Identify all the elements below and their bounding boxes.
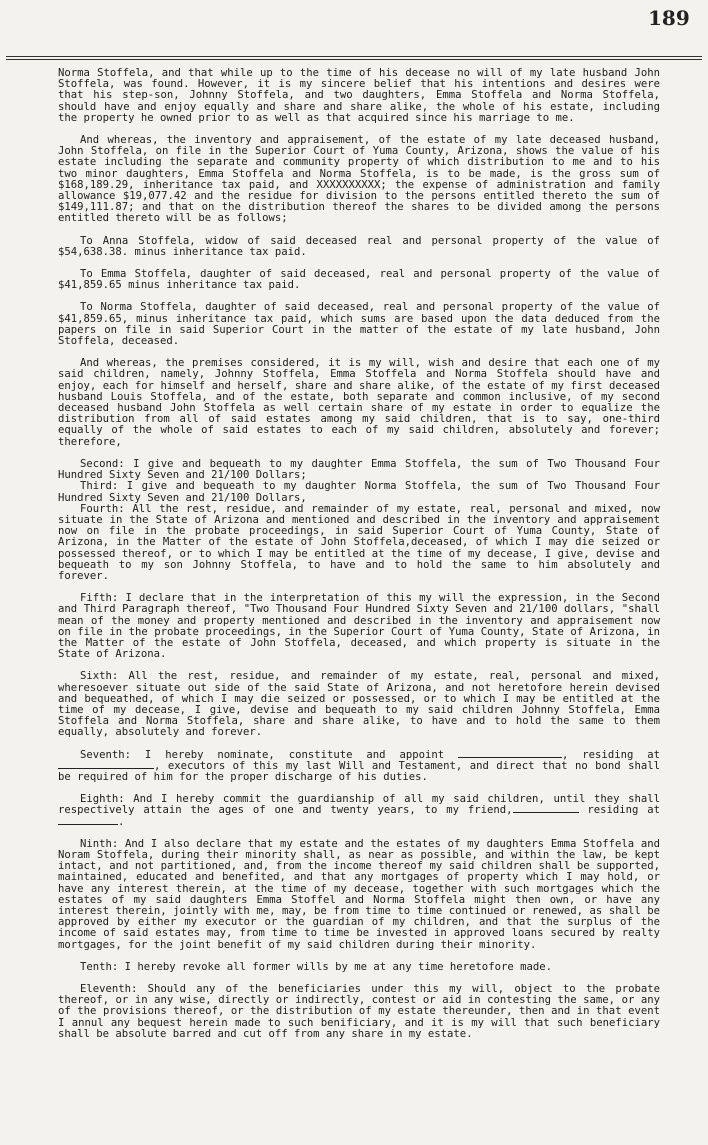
guardian-residence-blank — [58, 824, 118, 825]
paragraph-fifth: Fifth: I declare that in the interpretation of this my will the expression, in the Second and Third Paragraph thereof, "Two Thousand Four Hundred Sixty Seven and 21/100 dollars, "shall mean of the money and property mentioned and described in the inventory and appraisement now on file in the probate proceedings, in the Superior Court of Yuma County, State of Arizona, in the Matter of the estate of John Stoffela, deceased, and which property is situate in the State of Arizona. — [58, 592, 660, 661]
header-rule-top — [6, 56, 702, 57]
eighth-text-b: residing at — [587, 804, 660, 817]
paragraph-third: Third: I give and bequeath to my daughter Norma Stoffela, the sum of Two Thousand Four Hundred Sixty Seven and 21/100 Dollars, — [58, 480, 660, 504]
paragraph-sixth: Sixth: All the rest, residue, and remainder of my estate, real, personal and mixed, wheresoever situate out side of the said State of Arizona, and not heretofore herein devised and bequeathed, of which I may die seized or possessed, or to which I may be entitled at the time of my decease, I give, devise and bequeath to my said children Johnny Stoffela, Emma Stoffela and Norma Stoffela, share and share alike, to have and to hold the same to them equally, absolutely and forever. — [58, 670, 660, 739]
page-number: 189 — [648, 6, 690, 30]
paragraph-ninth: Ninth: And I also declare that my estate and the estates of my daughters Emma Stoffela and Noram Stoffela, during their minority shall, as near as possible, and within the law, be kept intact, and not partitioned, and, from the income thereof my said children shall be supported, maintained, educated and benefited, and that any mortgages of property which I may hold, or have any interest therein, at the time of my decease, together with such mortgages which the estates of my said daughters Emma Stoffel and Norma Stoffela might then own, or have any interest therein, jointly with me, may, be from time to time continued or renewed, as shall be approved by either my executor or the guardian of my children, and that the surplus of the income of said estates may, from time to time be invested in approved loans secured by realty mortgages, for the joint benefit of my said children during their minority. — [58, 837, 660, 951]
paragraph-eighth — [58, 794, 660, 828]
paragraph-fourth: Fourth: All the rest, residue, and remainder of my estate, real, personal and mixed, now situate in the State of Arizona and mentioned and described in the inventory and appraisement now on file in the probate proceedings, in said Superior Court of Yuma County, State of Arizona, in the Matter of the estate of John Stoffela,deceased, of which I may die seized or possessed thereof, or to which I may be entitled at the time of my decease, I give, devise and bequeath to my son Johnny Stoffela, to have and to hold the same to him absolutely and forever. — [58, 502, 660, 582]
guardian-name-blank — [513, 812, 579, 813]
seventh-text-b: , residing at — [562, 748, 660, 761]
seventh-text-a: Seventh: I hereby nominate, constitute and appoint — [80, 748, 445, 761]
paragraph-tenth: Tenth: I hereby revoke all former wills by me at any time heretofore made. — [80, 960, 552, 973]
eighth-text-c: . — [118, 815, 125, 828]
paragraph-share-anna: To Anna Stoffela, widow of said deceased real and personal property of the value of $54,638.38. minus inheritance tax paid. — [58, 234, 660, 258]
paragraph-eleventh: Eleventh: Should any of the beneficiaries under this my will, object to the probate thereof, or in any wise, directly or indirectly, contest or aid in contesting the same, or any of the provisions thereof, or the distribution of my estate thereunder, then and in that event I annul any bequest herein made to such benificiary, and it is my will that such beneficiary shall be absolute barred and cut off from any share in my estate. — [58, 983, 660, 1040]
paragraph-preamble-continued: Norma Stoffela, and that while up to the time of his decease no will of my late husband John Stoffela, was found. However, it is my sincere belief that his intentions and desires were that his step-son, Johnny Stoffela, and two daughters, Emma Stoffela and Norma Stoffela, should have and enjoy equally and share and share alike, the whole of his estate, including the property he owned prior to as well as that acquired since his marriage to me. — [58, 67, 660, 124]
paragraph-seventh — [58, 750, 660, 784]
executor-residence-blank — [58, 768, 154, 769]
will-document-body — [58, 68, 660, 1051]
executor-name-blank — [458, 757, 562, 758]
paragraph-inventory: And whereas, the inventory and appraisement, of the estate of my late deceased husband, John Stoffela, on file in the Superior Court of Yuma County, Arizona, shows the value of his estate including the separate and community property of which distribution to me and to his two minor daughters, Emma Stoffela and Norma Stoffela, is to be made, is the gross sum of $168,189.29, inheritance tax paid, and XXXXXXXXXX; the expense of administration and family allowance $19,077.42 and the residue for division to the persons entitled thereto the sum of $149,111.87; and that on the distribution thereof the shares to be divided among the persons entitled thereto will be as follows; — [58, 134, 660, 225]
paragraph-share-norma: To Norma Stoffela, daughter of said deceased, real and personal property of the value of $41,859.65, minus inheritance tax paid, which sums are based upon the data deduced from the papers on file in said Superior Court in the matter of the estate of my late husband, John Stoffela, deceased. — [58, 301, 660, 348]
seventh-text-c: , executors of this my last Will and Testament, and direct that no bond shall be required of him for the proper discharge of his duties. — [58, 759, 660, 783]
paragraph-premises: And whereas, the premises considered, it is my will, wish and desire that each one of my said children, namely, Johnny Stoffela, Emma Stoffela and Norma Stoffela should have and enjoy, each for himself and herself, share and share alike, of the estate of my first deceased husband Louis Stoffela, and of the estate, both separate and common inclusive, of my second deceased husband John Stoffela as well certain share of my estate in order to equalize the distribution from all of said estates among my said children, that is to say, one-third equally of the whole of said estates to each of my said children, absolutely and forever; therefore, — [58, 357, 660, 448]
paragraph-second: Second: I give and bequeath to my daughter Emma Stoffela, the sum of Two Thousand Four Hundred Sixty Seven and 21/100 Dollars; — [58, 457, 660, 482]
paragraph-share-emma: To Emma Stoffela, daughter of said deceased, real and personal property of the value of $41,859.65 minus inheritance tax paid. — [58, 268, 660, 292]
eighth-text-a: Eighth: And I hereby commit the guardianship of all my said children, until they shall respectively attain the ages of one and twenty years, to my friend, — [58, 793, 660, 817]
header-rule-bottom — [6, 59, 702, 60]
